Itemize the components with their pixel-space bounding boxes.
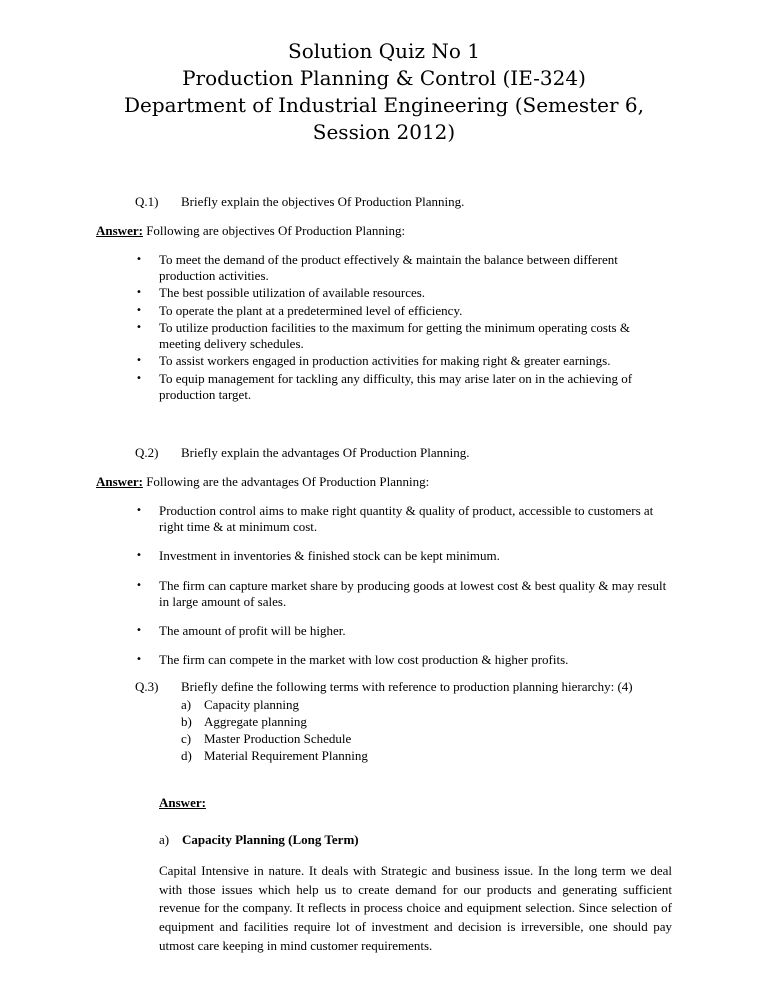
answer-2-label: Answer: [96, 473, 143, 489]
question-3-term-list [96, 697, 672, 765]
term-a-title: Capacity Planning (Long Term) [182, 831, 359, 847]
sub-item-label: a) [181, 697, 192, 713]
bullet-text: Investment in inventories & finished stock can be kept minimum. [159, 548, 500, 564]
bullet-text: The best possible utilization of available resources. [159, 285, 426, 301]
answer-2-line [96, 474, 672, 491]
bullet-text: To assist workers engaged in production activities for making right & greater earnings. [159, 353, 611, 369]
answer-2-intro: Following are the advantages Of Production Planning: [142, 473, 430, 489]
list-item [96, 623, 672, 639]
question-1 [96, 194, 672, 211]
answer-1-intro: Following are objectives Of Production Planning: [142, 222, 406, 238]
term-a-heading [159, 832, 672, 849]
sub-item-text: Master Production Schedule [204, 731, 352, 747]
sub-item-label: c) [181, 731, 192, 747]
bullet-text: The firm can capture market share by producing goods at lowest cost & best quality & may result in large amount of sales. [159, 577, 667, 609]
list-item [96, 320, 672, 353]
term-a-paragraph: Capital Intensive in nature. It deals with Strategic and business issue. In the long term we deal with those issues which help us to create demand for our products and generating sufficient revenue for the company. It reflects in process choice and equipment selection. Since selection of equipment and facilities require lot of investment and decision is irreversible, one should pay utmost care keeping in mind customer requirements. [159, 862, 672, 954]
question-3-text: Briefly define the following terms with reference to production planning hierarchy: (4) [181, 678, 633, 694]
question-1-text: Briefly explain the objectives Of Production Planning. [181, 194, 465, 209]
sub-item-label: b) [181, 714, 192, 730]
bullet-icon: • [136, 504, 142, 516]
bullet-icon: • [136, 321, 142, 333]
question-2 [96, 445, 672, 462]
sub-item-label: d) [181, 748, 192, 764]
bullet-icon: • [136, 372, 142, 384]
question-1-label: Q.1) [135, 194, 159, 209]
document-title [96, 38, 672, 146]
bullet-icon: • [136, 304, 142, 316]
answer-1-line [96, 223, 672, 240]
title-line-2: Production Planning & Control (IE-324) [182, 66, 586, 90]
answer-1-bullet-list [96, 252, 672, 403]
list-item [96, 578, 672, 611]
bullet-text: To utilize production facilities to the maximum for getting the minimum operating costs & meeting delivery schedules. [159, 319, 630, 352]
list-item [96, 548, 672, 564]
title-line-3: Department of Industrial Engineering (Semester 6, Session 2012) [124, 93, 644, 144]
bullet-icon: • [136, 579, 142, 591]
list-item [96, 285, 672, 301]
list-item [96, 652, 672, 668]
bullet-icon: • [136, 550, 142, 562]
bullet-text: The amount of profit will be higher. [159, 623, 346, 639]
title-line-1: Solution Quiz No 1 [288, 39, 480, 63]
list-item [96, 748, 672, 765]
question-3-label: Q.3) [135, 678, 159, 694]
bullet-icon: • [136, 625, 142, 637]
answer-1-label: Answer: [96, 222, 143, 238]
list-item [96, 731, 672, 748]
answer-3-label: Answer: [159, 795, 206, 811]
bullet-text: To meet the demand of the product effectively & maintain the balance between different production activities. [159, 251, 618, 284]
question-2-label: Q.2) [135, 445, 159, 461]
bullet-icon: • [136, 287, 142, 299]
sub-item-text: Material Requirement Planning [204, 748, 368, 764]
list-item [96, 503, 672, 536]
sub-item-text: Aggregate planning [204, 714, 307, 730]
answer-2-bullet-list [96, 503, 672, 669]
question-2-text: Briefly explain the advantages Of Production Planning. [181, 445, 470, 461]
question-3 [96, 679, 672, 696]
list-item [96, 353, 672, 369]
bullet-text: To equip management for tackling any difficulty, this may arise later on in the achieving of production target. [159, 370, 633, 402]
list-item [96, 697, 672, 714]
list-item [96, 714, 672, 731]
bullet-text: To operate the plant at a predetermined level of efficiency. [159, 302, 463, 318]
list-item [96, 371, 672, 404]
list-item [96, 252, 672, 285]
bullet-text: Production control aims to make right quantity & quality of product, accessible to customers at right time & at minimum cost. [159, 502, 654, 535]
bullet-icon: • [136, 253, 142, 265]
term-a-label: a) [159, 831, 170, 847]
sub-item-text: Capacity planning [204, 697, 299, 713]
bullet-text: The firm can compete in the market with low cost production & higher profits. [159, 652, 569, 668]
bullet-icon: • [136, 654, 142, 666]
bullet-icon: • [136, 355, 142, 367]
list-item [96, 303, 672, 319]
